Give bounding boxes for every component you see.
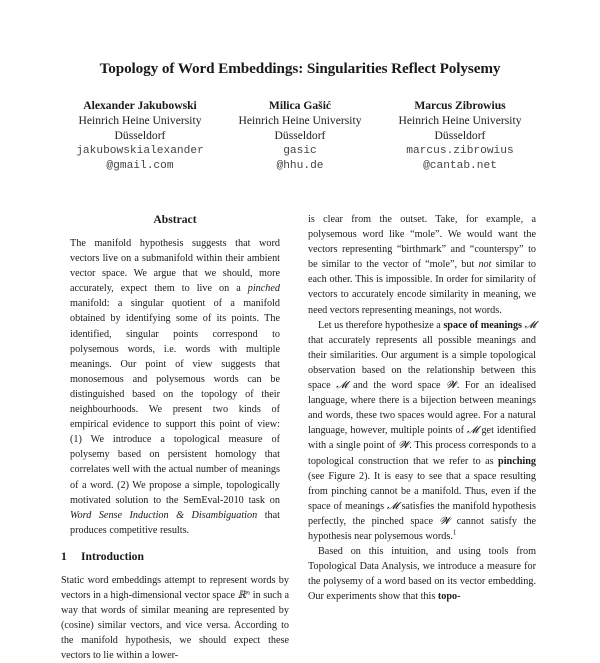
math-symbol: 𝓜	[524, 319, 537, 331]
author-city: Düsseldorf	[274, 129, 326, 143]
body-text: Based on this intuition, and using tools from Topological Data Analysis, we introduce a measure for the polysemy of a word based on its vector embedding. Our experiments show that this	[308, 546, 536, 603]
body-text: that accurately represents all possible meanings and their similarities. Our argument is a simple topological observation based on the relationship between this space	[308, 334, 536, 392]
abstract-heading: Abstract	[153, 213, 197, 226]
math-symbol: ℝⁿ	[237, 589, 251, 601]
abstract-text: The manifold hypothesis suggests that word vectors live on a submanifold within their ambient vector space. We argue that we should, more accurately, expect them to live on a	[70, 238, 280, 295]
abstract-text: that produces competitive results.	[70, 509, 280, 536]
author-2	[220, 98, 380, 174]
author-name: Marcus Zibrowius	[414, 99, 506, 112]
author-email-user: marcus.zibrowius	[406, 144, 514, 157]
author-email-domain: @gmail.com	[106, 159, 174, 172]
body-paragraph-2	[308, 318, 536, 544]
body-text: . This process corresponds to a topological construction that we refer to as	[308, 440, 536, 467]
intro-paragraph	[61, 573, 289, 663]
right-column	[308, 212, 536, 604]
body-bold: topo-	[437, 591, 461, 603]
abstract-task-name: Word Sense Induction & Disambiguation	[70, 509, 258, 521]
body-paragraph-3	[308, 544, 536, 604]
term-space-of-meanings: space of meanings	[443, 319, 523, 331]
abstract-paragraph	[70, 236, 280, 538]
author-affiliation: Heinrich Heine University	[78, 114, 202, 128]
author-email-domain: @cantab.net	[423, 159, 497, 172]
body-text: Let us therefore hypothesize a	[318, 319, 444, 331]
section-number: 1	[61, 549, 67, 563]
math-symbol: 𝓦	[446, 380, 457, 392]
author-city: Düsseldorf	[434, 129, 486, 143]
abstract-text: manifold: a singular quotient of a manifold obtained by identifying some of its points. The identified, singular points correspond to polysemous words, i.e. words with multiple meanings. Our point of view suggests that monosemous and polysemous words can be distinguished based on the topology of their neighbourhoods. We present two kinds of empirical evidence to support this point of view: (1) We introduce a topological measure of polysemy based on persistent homology that correlates well with the actual number of meanings of a word. (2) We propose a simple, topologically motivated solution to the SemEval-2010 task on	[70, 298, 280, 506]
body-text: is clear from the outset. Take, for example, a polysemous word like “mole”. We would want the vectors representing “birthmark” and “counterspy” to be similar to the vector of “mole”, but	[308, 214, 536, 271]
author-name: Alexander Jakubowski	[83, 99, 197, 112]
abstract-body	[61, 236, 289, 538]
author-name: Milica Gašić	[268, 99, 332, 112]
body-emphasis: not	[478, 259, 492, 271]
left-column	[61, 212, 289, 663]
author-email-user: jakubowskialexander	[76, 144, 204, 157]
author-city: Düsseldorf	[114, 129, 166, 143]
math-symbol: 𝓜	[467, 425, 479, 437]
body-text: (see Figure 2). It is easy to see that a space resulting from pinching cannot be a manifold. Thus, even if the space of meanings	[308, 470, 536, 512]
author-email-user: gasic	[283, 144, 317, 157]
author-1	[60, 98, 220, 174]
author-email-domain: @hhu.de	[276, 159, 324, 172]
math-symbol: 𝓦	[439, 515, 451, 527]
math-symbol: 𝓜	[336, 380, 348, 392]
body-text: cannot satisfy the hypothesis near polysemous words.	[308, 515, 537, 542]
author-block	[60, 98, 540, 174]
author-3	[380, 98, 540, 174]
term-pinching: pinching	[498, 455, 536, 467]
abstract-emphasis: pinched	[247, 283, 280, 295]
body-text: and the word space	[347, 380, 447, 392]
paper-title: Topology of Word Embeddings: Singularities Reflect Polysemy	[99, 60, 501, 77]
section-title: Introduction	[81, 549, 144, 563]
body-text: Static word embeddings attempt to represent words by vectors in a high-dimensional vector space	[61, 574, 289, 601]
section-heading-introduction	[61, 549, 289, 565]
body-text: in such a way that words of similar meaning are represented by (cosine) similar vectors, and vice versa. According to the manifold hypothesis, we should expect these vectors to lie within a lower-	[61, 589, 289, 662]
body-text: similar to each other. This is impossible. In order for similarity of vectors to accurately encode similarity in meaning, we need vectors representing meanings, not words.	[308, 259, 536, 316]
author-affiliation: Heinrich Heine University	[398, 114, 522, 128]
math-symbol: 𝓜	[387, 500, 399, 512]
body-text: get identified with a single point of	[308, 425, 536, 452]
body-text: . For an idealised language, where there is a bijection between meanings and words, these two spaces would agree. For a natural language, however, multiple points of	[308, 380, 537, 437]
math-symbol: 𝓦	[398, 440, 410, 452]
author-affiliation: Heinrich Heine University	[238, 114, 362, 128]
body-text: satisfies the manifold hypothesis perfectly, the pinched space	[308, 500, 536, 527]
footnote-marker[interactable]: 1	[452, 528, 457, 537]
body-paragraph-1	[308, 212, 536, 318]
